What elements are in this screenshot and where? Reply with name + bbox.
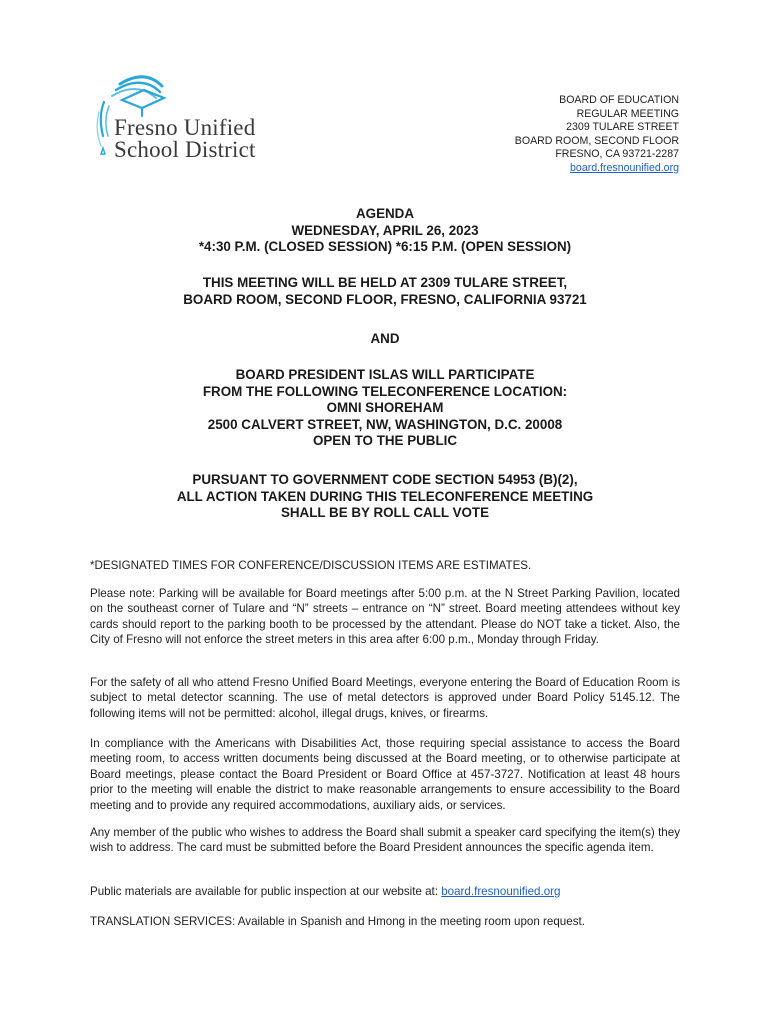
translation-label: TRANSLATION SERVICES: [90, 915, 238, 928]
pursuant-line: PURSUANT TO GOVERNMENT CODE SECTION 54953 (B)(2), [192, 472, 578, 487]
teleconference-line: OMNI SHOREHAM [326, 400, 444, 416]
safety-paragraph [90, 675, 680, 721]
public-materials-text [90, 884, 680, 899]
pursuant-line: SHALL BE BY ROLL CALL VOTE [280, 505, 490, 521]
agenda-title: AGENDA [355, 206, 415, 221]
address-line: REGULAR MEETING [576, 107, 679, 120]
location-line: THIS MEETING WILL BE HELD AT 2309 TULARE STREET, [202, 275, 568, 290]
logo-text-line1: Fresno Unified [114, 115, 256, 140]
speaker-card-paragraph [90, 825, 680, 856]
translation-details: Available in Spanish and Hmong in the meeting room upon request. [237, 915, 585, 928]
ada-paragraph [90, 736, 680, 813]
agenda-heading [90, 206, 680, 256]
pursuant-line: ALL ACTION TAKEN DURING THIS TELECONFERENCE MEETING [176, 488, 594, 504]
ada-text: In compliance with the Americans with Disabilities Act, those requiring special assistance to access the Board meeting room, to access written documents being discussed at the Board meeting, or to otherwise participate at Board meetings, please contact the Board President or Board Office at 457-3727. Notification at least 48 hours prior to the meeting will enable the district to make reasonable arrangements to ensure accessibility to the Board meeting and to provide any required accommodations, auxiliary aids, or services. [90, 737, 680, 812]
parking-text: Please note: Parking will be available for Board meetings after 5:00 p.m. at the N Street Parking Pavilion, located on the southeast corner of Tulare and “N” streets – entrance on “N” street. Board meeting attendees without key cards should report to the parking booth to be processed by the attendant. Please do NOT take a ticket. Also, the City of Fresno will not enforce the street meters in this area after 6:00 p.m., Monday through Friday. [90, 587, 680, 647]
designated-times-note [90, 558, 680, 573]
meeting-address [515, 94, 679, 176]
address-line: BOARD OF EDUCATION [559, 94, 679, 106]
teleconference-line: BOARD PRESIDENT ISLAS WILL PARTICIPATE [235, 367, 535, 382]
district-logo [92, 72, 262, 182]
translation-text [90, 914, 680, 929]
public-materials-link[interactable]: board.fresnounified.org [441, 885, 561, 898]
website-link[interactable]: board.fresnounified.org [570, 161, 679, 174]
logo-text-line2: School District [114, 137, 256, 162]
teleconference-line: OPEN TO THE PUBLIC [312, 433, 458, 449]
speaker-text: Any member of the public who wishes to address the Board shall submit a speaker card specifying the item(s) they wish to address. The card must be submitted before the Board President announces the specific agenda item. [90, 826, 680, 855]
parking-paragraph [90, 586, 680, 648]
address-line: BOARD ROOM, SECOND FLOOR [514, 134, 679, 147]
agenda-date: WEDNESDAY, APRIL 26, 2023 [291, 222, 479, 238]
roll-call-notice [90, 472, 680, 522]
and-text: AND [370, 331, 400, 346]
public-materials-prefix: Public materials are available for public inspection at our website at: [90, 885, 442, 898]
address-line: FRESNO, CA 93721-2287 [555, 148, 679, 161]
public-materials-paragraph [90, 884, 680, 899]
safety-text: For the safety of all who attend Fresno Unified Board Meetings, everyone entering the Board of Education Room is subject to metal detector scanning. The use of metal detectors is approved under Board Policy 5145.12. The following items will not be permitted: alcohol, illegal drugs, knives, or firearms. [90, 676, 680, 720]
teleconference-line: 2500 CALVERT STREET, NW, WASHINGTON, D.C. 20008 [207, 416, 563, 432]
address-line: 2309 TULARE STREET [566, 121, 679, 134]
agenda-times: *4:30 P.M. (CLOSED SESSION) *6:15 P.M. (OPEN SESSION) [198, 239, 572, 255]
meeting-location [90, 275, 680, 308]
translation-paragraph [90, 914, 680, 929]
teleconference-info [90, 367, 680, 450]
and-separator [90, 331, 680, 348]
location-line: BOARD ROOM, SECOND FLOOR, FRESNO, CALIFORNIA 93721 [183, 291, 587, 307]
teleconference-line: FROM THE FOLLOWING TELECONFERENCE LOCATION: [202, 383, 568, 399]
designated-text: *DESIGNATED TIMES FOR CONFERENCE/DISCUSSION ITEMS ARE ESTIMATES. [90, 559, 532, 572]
